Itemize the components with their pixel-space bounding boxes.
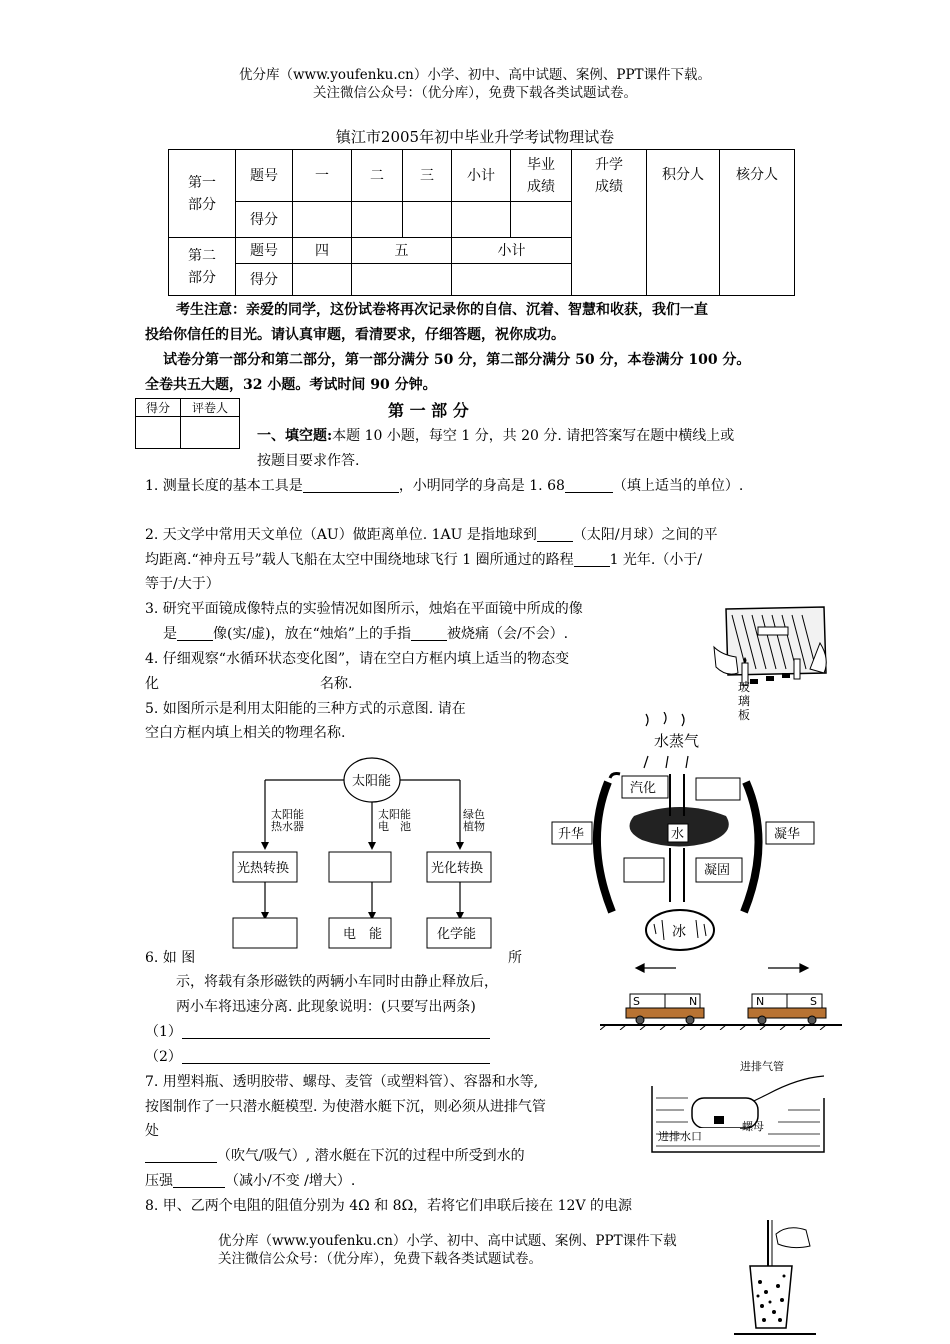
arc-left-arrow-icon (610, 774, 620, 779)
desublimation-label: 凝华 (774, 827, 801, 842)
col-3: 三 (403, 150, 452, 202)
nut-label: 螺母 (742, 1120, 764, 1133)
score-cell[interactable] (403, 202, 452, 238)
branch3-line1: 绿色 (463, 808, 485, 821)
water-cycle-figure (550, 712, 822, 952)
col-1: 一 (293, 150, 352, 202)
defen-label-2: 得分 (236, 264, 293, 296)
col-subtotal-1: 小计 (452, 150, 511, 202)
score-cell[interactable] (452, 202, 511, 238)
col-2: 二 (352, 150, 403, 202)
solar-box-1-label: 光热转换 (237, 861, 290, 876)
question-4-c: 名称. (320, 676, 353, 692)
notice-line-1: 考生注意：亲爱的同学，这份试卷将再次记录你的自信、沉着、智慧和收获，我们一直 (176, 302, 708, 318)
question-6-d: 两小车将迅速分离. 此现象说明：(只要写出两条) (176, 999, 476, 1015)
mirror-figure (712, 603, 832, 721)
water-label: 水 (671, 827, 685, 842)
notice-line-2: 投给你信任的目光。请认真审题，看清要求，仔细答题，祝你成功。 (145, 327, 565, 343)
nut (714, 1116, 724, 1124)
solar-diagram (225, 750, 510, 954)
question-4-line-1: 4. 仔细观察“水循环状态变化图”，请在空白方框内填上适当的物态变 (145, 651, 570, 667)
question-6-b: 所 (508, 950, 522, 966)
footer-line-1: 优分库（www.youfenku.cn）小学、初中、高中试题、案例、PPT课件下载 (218, 1233, 677, 1249)
sublimation-label: 升华 (558, 827, 585, 842)
solar-center-label: 太阳能 (352, 774, 392, 789)
freezing-label: 凝固 (704, 863, 731, 878)
solar-out-2-label: 电 能 (343, 927, 383, 942)
left-car-wheel (636, 1016, 644, 1024)
question-4-b: 化 (145, 676, 159, 692)
question-3-line-2: 是 像(实/虚)，放在“烛焰”上的手指 被烧痛（会/不会）. (163, 626, 569, 642)
header-line-1: 优分库（www.youfenku.cn）小学、初中、高中试题、案例、PPT课件下载。 (238, 67, 712, 83)
question-7-line-1: 7. 用塑料瓶、透明胶带、螺母、麦管（或塑料管）、容器和水等, (145, 1074, 539, 1090)
arc-left (597, 782, 612, 912)
question-7-line-3: 处 (145, 1123, 159, 1139)
question-7-line-4: （吹气/吸气）, 潜水艇在下沉的过程中所受到水的 (145, 1144, 525, 1168)
question-6-c: 示，将载有条形磁铁的两辆小车同时由静止释放后， (176, 974, 498, 990)
q6-answer-2[interactable] (182, 1047, 490, 1064)
arc-right (744, 782, 759, 912)
submarine-figure (648, 1058, 828, 1154)
section1-text2: 按题目要求作答. (257, 453, 360, 469)
finger (758, 627, 788, 635)
tihao-label-2: 题号 (236, 238, 293, 264)
grade-grader-cell[interactable] (181, 417, 240, 449)
solar-box-3-label: 光化转换 (431, 861, 484, 876)
q7-blank-2[interactable] (173, 1171, 225, 1188)
grade-box (135, 398, 240, 449)
header-line-2: 关注微信公众号：（优分库），免费下载各类试题试卷。 (313, 85, 637, 101)
branch2-line2: 电 池 (378, 820, 411, 833)
right-magnet-s: S (810, 995, 817, 1008)
question-7-line-5: 压强 （减小/不变 /增大）. (145, 1173, 356, 1189)
mirror-label-2: 璃 (738, 694, 751, 708)
question-6-line-1: （1） (145, 1020, 490, 1044)
question-2-line-2: 均距离.“神舟五号”载人飞船在太空中围绕地球飞行 1 圈所通过的路程 1 光年.（小于/ (145, 552, 703, 568)
q2-blank-2[interactable] (574, 550, 610, 567)
solar-blank-box-2[interactable] (329, 852, 391, 882)
branch1-line1: 太阳能 (271, 808, 304, 821)
q1-blank-2[interactable] (565, 476, 613, 493)
question-6-line-2: （2） (145, 1045, 490, 1069)
col-graduation: 毕业 成绩 (511, 150, 572, 202)
vaporize-label: 汽化 (630, 781, 657, 796)
notice-line-4: 全卷共五大题，32 小题。考试时间 90 分钟。 (145, 377, 437, 393)
q3-blank-2[interactable] (411, 624, 447, 641)
q7-blank-1[interactable] (145, 1146, 217, 1163)
score-table (168, 149, 795, 296)
cup (750, 1266, 792, 1328)
candle-right (794, 659, 800, 679)
mirror-label-3: 板 (738, 708, 751, 721)
col-scorer: 积分人 (647, 150, 720, 296)
solar-out-3-label: 化学能 (437, 927, 477, 942)
inlet-label: 进排水口 (658, 1130, 702, 1143)
score-cell[interactable] (511, 202, 572, 238)
grade-score-label: 得分 (136, 399, 181, 417)
footer-line-2: 关注微信公众号：（优分库），免费下载各类试题试卷。 (218, 1251, 542, 1267)
q1-blank-1[interactable] (303, 476, 399, 493)
q3-blank-1[interactable] (177, 624, 213, 641)
q2-blank-1[interactable] (537, 525, 573, 542)
part-title: 第 一 部 分 (388, 401, 469, 420)
score-cell[interactable] (352, 202, 403, 238)
score-cell[interactable] (293, 202, 352, 238)
question-5-line-2: 空白方框内填上相关的物理名称. (145, 725, 346, 741)
part1-label: 第一 部分 (169, 150, 236, 238)
col-entrance: 升学 成绩 (572, 150, 647, 296)
ice-label: 冰 (672, 924, 686, 940)
pipe-label: 进排气管 (740, 1060, 784, 1073)
left-magnet-s: S (633, 995, 640, 1008)
score-cell[interactable] (293, 264, 352, 296)
col-subtotal-2: 小计 (452, 238, 572, 264)
tihao-label-1: 题号 (236, 150, 293, 202)
mirror-label-1: 玻 (738, 680, 751, 694)
cup-figure (730, 1216, 820, 1340)
question-7-line-2: 按图制作了一只潜水艇模型. 为使潜水艇下沉，则必须从进排气管 (145, 1099, 546, 1115)
question-6-a: 6. 如 图 (145, 950, 196, 966)
question-2-line-1: 2. 天文学中常用天文单位（AU）做距离单位. 1AU 是指地球到 （太阳/月球）之间的平 (145, 527, 718, 543)
notice-line-3: 试卷分第一部分和第二部分，第一部分满分 50 分，第二部分满分 50 分，本卷满分 100 分。 (163, 352, 751, 368)
magnet-cars-figure (600, 958, 842, 1030)
question-8: 8. 甲、乙两个电阻的阻值分别为 4Ω 和 8Ω，若将它们串联后接在 12V 的电源 (145, 1198, 633, 1214)
question-3-line-1: 3. 研究平面镜成像特点的实验情况如图所示，烛焰在平面镜中所成的像 (145, 601, 583, 617)
branch2-line1: 太阳能 (378, 808, 411, 821)
col-4: 四 (293, 238, 352, 264)
question-2-line-3: 等于/大于） (145, 576, 220, 592)
branch3-line2: 植物 (463, 820, 485, 833)
col-5: 五 (352, 238, 452, 264)
right-car-wheel (808, 1016, 816, 1024)
grade-score-cell[interactable] (136, 417, 181, 449)
left-car-wheel (686, 1016, 694, 1024)
question-5-line-1: 5. 如图所示是利用太阳能的三种方式的示意图. 请在 (145, 701, 466, 717)
steam-label: 水蒸气 (654, 732, 700, 750)
q6-answer-1[interactable] (182, 1022, 490, 1039)
question-1: 1. 测量长度的基本工具是 ，小明同学的身高是 1. 68 （填上适当的单位）. (145, 478, 744, 494)
branch1-line2: 热水器 (271, 820, 304, 833)
section1-heading: 一、填空题: (257, 428, 333, 444)
solar-blank-box-1[interactable] (233, 918, 297, 948)
hand-icon (776, 1228, 810, 1248)
defen-label-1: 得分 (236, 202, 293, 238)
exam-title: 镇江市2005年初中毕业升学考试物理试卷 (335, 128, 615, 146)
right-magnet-n: N (756, 995, 765, 1008)
section1-text1: 本题 10 小题，每空 1 分，共 20 分. 请把答案写在题中横线上或 (332, 428, 735, 444)
blank-box-bottom-left[interactable] (624, 858, 664, 882)
motion-arrows-icon (636, 964, 808, 972)
left-magnet-n: N (689, 995, 698, 1008)
right-car-wheel (758, 1016, 766, 1024)
blank-box-top-right[interactable] (696, 778, 740, 800)
grade-grader-label: 评卷人 (181, 399, 240, 417)
part2-label: 第二 部分 (169, 238, 236, 296)
score-cell[interactable] (352, 264, 452, 296)
score-cell[interactable] (452, 264, 572, 296)
col-checker: 核分人 (720, 150, 795, 296)
glass-plate (726, 607, 826, 675)
